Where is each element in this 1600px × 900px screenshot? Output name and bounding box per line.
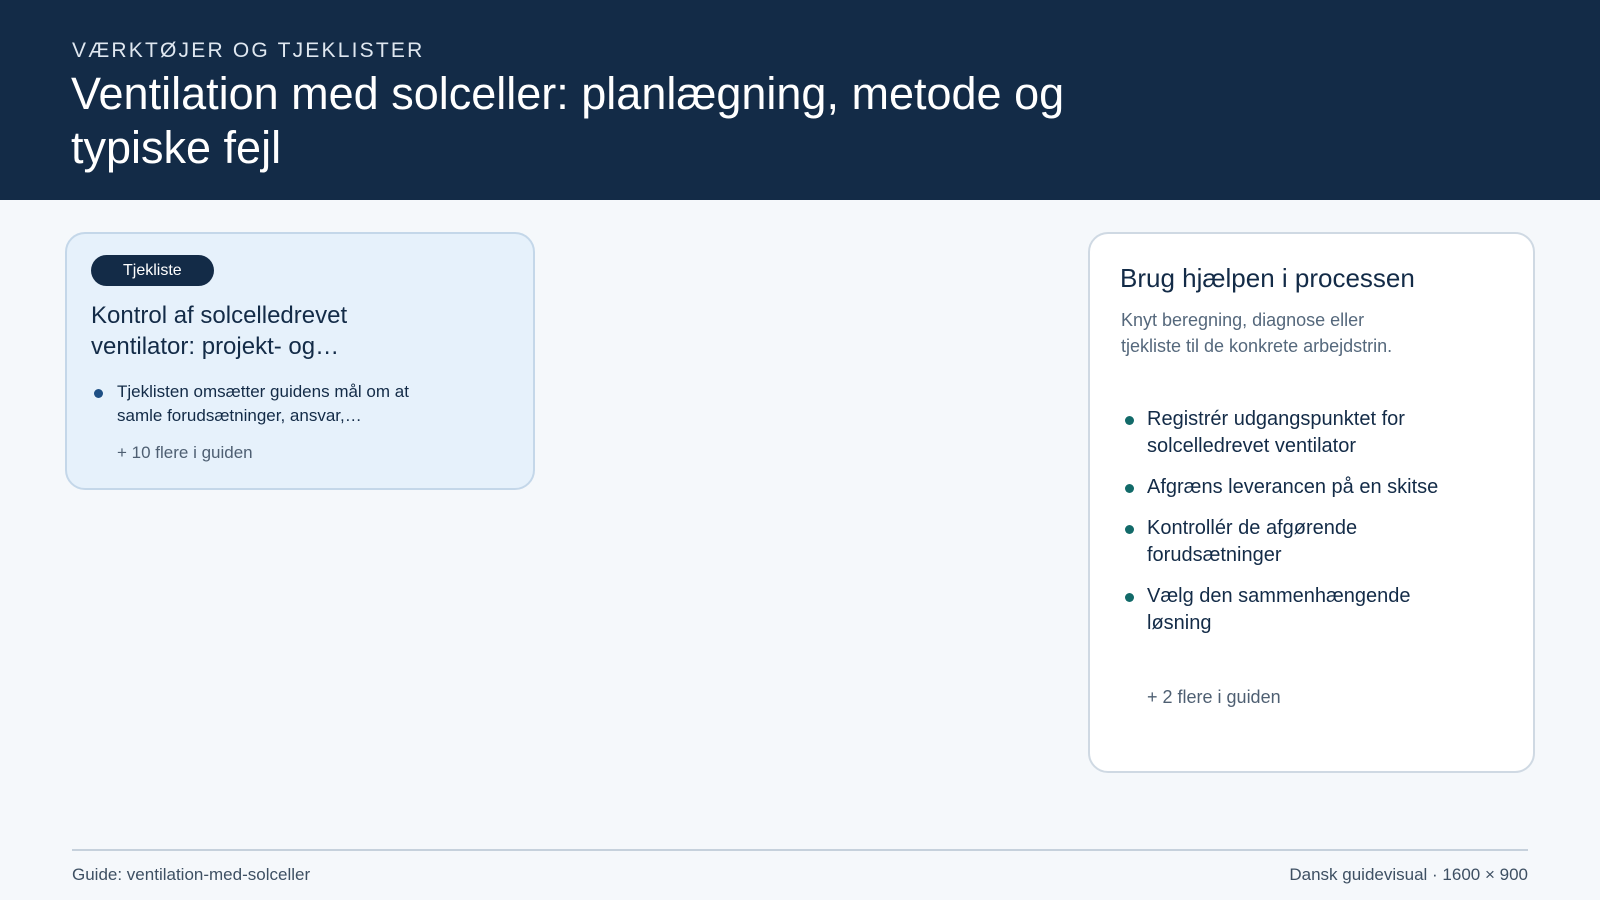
- footer-divider: [72, 849, 1528, 851]
- process-step-item: Kontrollér de afgørende forudsætninger: [1120, 515, 1450, 569]
- help-more-link[interactable]: + 2 flere i guiden: [1147, 687, 1281, 707]
- process-step-list: [1120, 406, 1450, 651]
- guide-slug: Guide: ventilation-med-solceller: [72, 865, 311, 884]
- visual-format-label: Dansk guidevisual · 1600 × 900: [1289, 865, 1528, 884]
- page-title: Ventilation med solceller: planlægning, metode og typiske fejl: [71, 68, 1065, 173]
- checklist-bullet-item: Tjeklisten omsætter guidens mål om at samle forudsætninger, ansvar,…: [91, 380, 451, 428]
- checklist-card[interactable]: [65, 232, 535, 490]
- process-step-item: Afgræns leverancen på en skitse: [1120, 474, 1450, 501]
- checklist-badge: Tjekliste: [91, 255, 214, 286]
- help-card-intro: Knyt beregning, diagnose eller tjekliste til de konkrete arbejdstrin.: [1121, 310, 1393, 356]
- page-header: [0, 0, 1600, 200]
- help-process-card: [1088, 232, 1535, 773]
- process-step-item: Vælg den sammenhængende løsning: [1120, 583, 1450, 637]
- checklist-bullet-list: [91, 380, 451, 428]
- section-eyebrow: VÆRKTØJER OG TJEKLISTER: [72, 39, 425, 62]
- checklist-more-link[interactable]: + 10 flere i guiden: [117, 443, 253, 462]
- help-card-title: Brug hjælpen i processen: [1120, 263, 1415, 293]
- checklist-title: Kontrol af solcelledrevet ventilator: projekt- og…: [91, 302, 348, 360]
- process-step-item: Registrér udgangspunktet for solcelledrevet ventilator: [1120, 406, 1450, 460]
